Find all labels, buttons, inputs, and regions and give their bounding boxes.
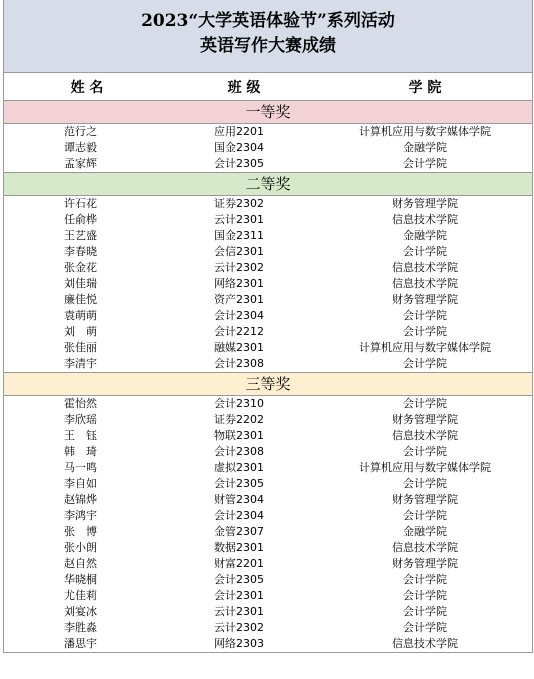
table-row: [4, 396, 532, 413]
college-name: 信息技术学院: [392, 277, 458, 290]
college-name: 会计学院: [403, 589, 447, 602]
student-name: 赵自然: [64, 557, 97, 570]
student-name: 王 钰: [64, 429, 97, 442]
student-name: 张 博: [64, 525, 97, 538]
student-name: 李清宇: [64, 357, 97, 370]
table-row: [4, 140, 532, 156]
college-name: 财务管理学院: [392, 197, 458, 210]
title-line-1: 2023“大学英语体验节”系列活动: [141, 11, 395, 31]
student-name: 赵锦烨: [64, 493, 97, 506]
table-row: [4, 636, 532, 653]
table-row: [4, 572, 532, 588]
college-name: 计算机应用与数字媒体学院: [359, 461, 491, 474]
student-name: 许石花: [64, 197, 97, 210]
award-group-label: 三等奖: [4, 373, 532, 396]
header-class: 班 级: [170, 73, 318, 101]
college-name: 会计学院: [403, 397, 447, 410]
table-row: [4, 476, 532, 492]
class-name: 会信2301: [214, 245, 264, 258]
results-body: [4, 101, 532, 653]
class-name: 金管2307: [214, 525, 264, 538]
college-name: 金融学院: [403, 141, 447, 154]
college-name: 会计学院: [403, 573, 447, 586]
class-name: 会计2308: [214, 445, 264, 458]
table-row: [4, 508, 532, 524]
class-name: 国金2311: [214, 229, 264, 242]
table-row: [4, 556, 532, 572]
college-name: 金融学院: [403, 525, 447, 538]
student-name: 潘思宇: [4, 636, 170, 653]
college-name: 信息技术学院: [318, 636, 532, 653]
student-name: 马一鸣: [64, 461, 97, 474]
college-name: 财务管理学院: [392, 493, 458, 506]
table-row: [4, 276, 532, 292]
class-name: 会计2304: [214, 509, 264, 522]
table-row: [4, 212, 532, 228]
student-name: 李鸿宇: [64, 509, 97, 522]
student-name: 张金花: [64, 261, 97, 274]
class-name: 财管2304: [214, 493, 264, 506]
class-name: 资产2301: [214, 293, 264, 306]
results-sheet: [3, 0, 533, 653]
table-row: [4, 124, 532, 141]
results-table: [4, 73, 532, 653]
college-name: 会计学院: [403, 605, 447, 618]
class-name: 会计2212: [214, 325, 264, 338]
student-name: 廉佳悦: [64, 293, 97, 306]
college-name: 财务管理学院: [392, 413, 458, 426]
student-name: 李春晓: [64, 245, 97, 258]
table-row: [4, 228, 532, 244]
table-row: [4, 196, 532, 213]
header-name: 姓 名: [4, 73, 170, 101]
award-group-label: 一等奖: [4, 101, 532, 124]
table-row: [4, 156, 532, 173]
college-name: 会计学院: [403, 357, 447, 370]
college-name: 财务管理学院: [392, 293, 458, 306]
class-name: 财富2201: [214, 557, 264, 570]
college-name: 会计学院: [403, 477, 447, 490]
table-row: [4, 524, 532, 540]
table-row: [4, 492, 532, 508]
class-name: 国金2304: [214, 141, 264, 154]
class-name: 证券2302: [214, 197, 264, 210]
class-name: 会计2305: [214, 573, 264, 586]
college-name: 会计学院: [403, 245, 447, 258]
table-row: [4, 244, 532, 260]
student-name: 袁萌萌: [64, 309, 97, 322]
student-name: 霍怡然: [64, 397, 97, 410]
header-row: [4, 73, 532, 101]
class-name: 会计2308: [214, 357, 264, 370]
class-name: 物联2301: [214, 429, 264, 442]
college-name: 信息技术学院: [392, 261, 458, 274]
college-name: 计算机应用与数字媒体学院: [359, 341, 491, 354]
class-name: 虚拟2301: [214, 461, 264, 474]
table-row: [4, 620, 532, 636]
award-group-label: 二等奖: [4, 173, 532, 196]
award-group-header: [4, 101, 532, 124]
college-name: 会计学院: [403, 309, 447, 322]
title-line-2: 英语写作大赛成绩: [200, 36, 336, 56]
table-row: [4, 412, 532, 428]
sheet-title: [4, 0, 532, 73]
student-name: 张小朗: [64, 541, 97, 554]
student-name: 李自如: [64, 477, 97, 490]
college-name: 金融学院: [403, 229, 447, 242]
class-name: 证券2202: [214, 413, 264, 426]
class-name: 会计2310: [214, 397, 264, 410]
student-name: 刘宴冰: [64, 605, 97, 618]
table-row: [4, 260, 532, 276]
class-name: 网络2301: [214, 277, 264, 290]
table-row: [4, 604, 532, 620]
class-name: 会计2304: [214, 309, 264, 322]
student-name: 李欣瑶: [64, 413, 97, 426]
college-name: 信息技术学院: [392, 429, 458, 442]
class-name: 融媒2301: [214, 341, 264, 354]
college-name: 会计学院: [403, 621, 447, 634]
student-name: 刘 萌: [64, 325, 97, 338]
college-name: 计算机应用与数字媒体学院: [359, 125, 491, 138]
class-name: 会计2305: [214, 157, 264, 170]
student-name: 王艺盛: [64, 229, 97, 242]
class-name: 云计2301: [214, 605, 264, 618]
student-name: 李胜淼: [64, 621, 97, 634]
college-name: 会计学院: [403, 509, 447, 522]
student-name: 谭志毅: [64, 141, 97, 154]
class-name: 会计2305: [214, 477, 264, 490]
table-row: [4, 460, 532, 476]
table-row: [4, 340, 532, 356]
student-name: 孟家辉: [64, 157, 97, 170]
college-name: 会计学院: [403, 157, 447, 170]
header-college: 学 院: [318, 73, 532, 101]
class-name: 应用2201: [214, 125, 264, 138]
college-name: 信息技术学院: [392, 541, 458, 554]
table-row: [4, 308, 532, 324]
table-row: [4, 356, 532, 373]
table-row: [4, 292, 532, 308]
class-name: 云计2302: [214, 261, 264, 274]
student-name: 尤佳莉: [64, 589, 97, 602]
college-name: 会计学院: [403, 445, 447, 458]
student-name: 任俞桦: [64, 213, 97, 226]
class-name: 网络2303: [170, 636, 318, 653]
award-group-header: [4, 373, 532, 396]
college-name: 会计学院: [403, 325, 447, 338]
student-name: 华晓桐: [64, 573, 97, 586]
class-name: 会计2301: [214, 589, 264, 602]
class-name: 数据2301: [214, 541, 264, 554]
award-group-header: [4, 173, 532, 196]
college-name: 财务管理学院: [392, 557, 458, 570]
student-name: 韩 琦: [64, 445, 97, 458]
class-name: 云计2302: [214, 621, 264, 634]
class-name: 云计2301: [214, 213, 264, 226]
student-name: 范行之: [64, 125, 97, 138]
table-row: [4, 444, 532, 460]
college-name: 信息技术学院: [392, 213, 458, 226]
student-name: 刘佳瑞: [64, 277, 97, 290]
table-row: [4, 324, 532, 340]
table-row: [4, 588, 532, 604]
student-name: 张佳丽: [64, 341, 97, 354]
table-row: [4, 540, 532, 556]
table-row: [4, 428, 532, 444]
